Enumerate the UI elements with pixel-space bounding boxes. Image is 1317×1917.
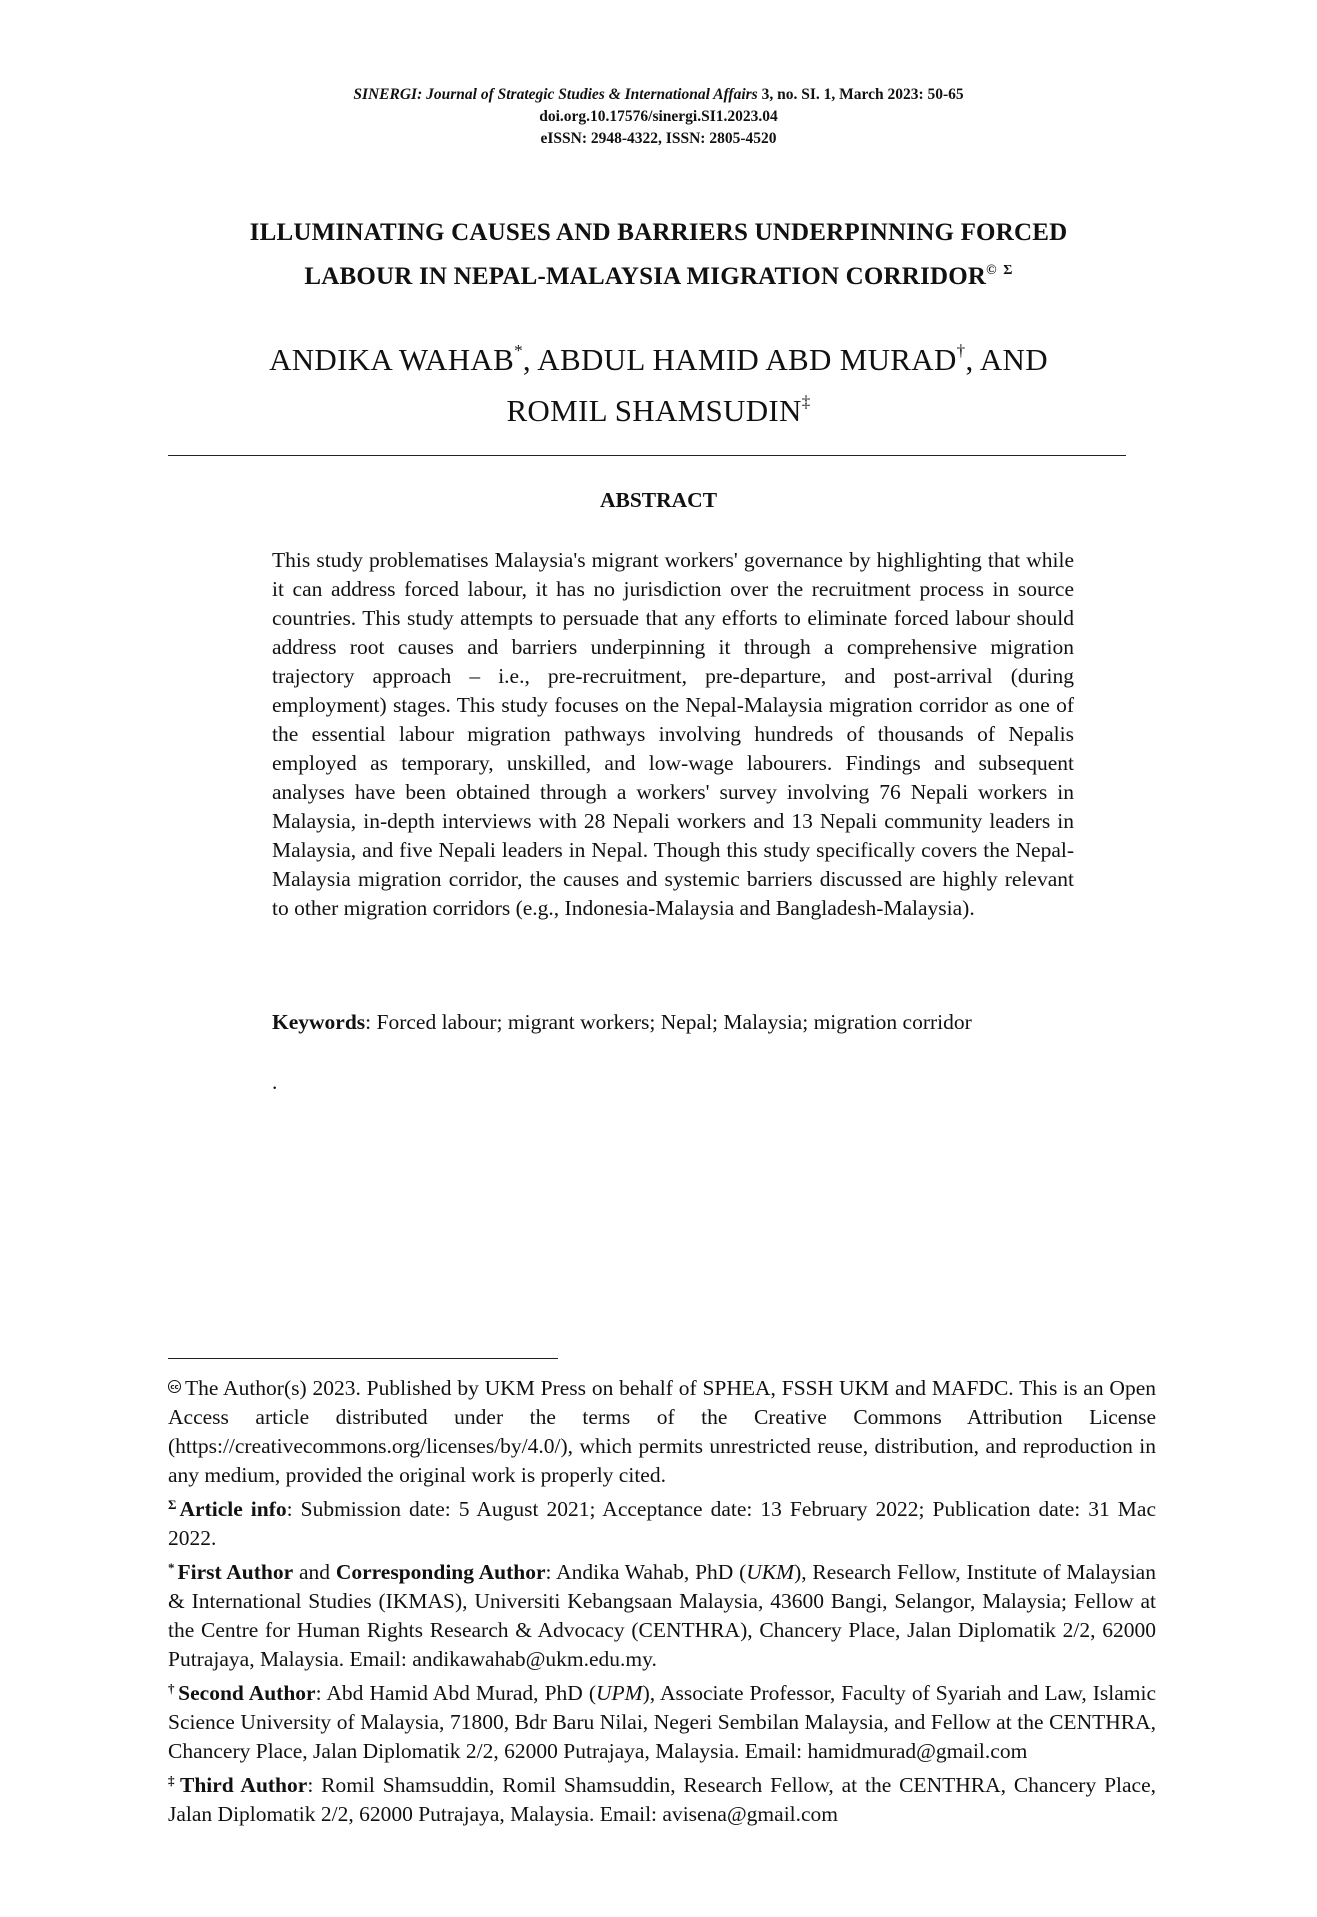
second-author-text-2: ), Associate Professor, Faculty of Syariah and Law, Islamic Science University of Malaysia, 71800, Bdr Baru Nilai, Negeri Sembilan Malaysia, and Fellow at the CENTHRA, Chancery Place, Jalan Diplomatik 2/2, 62000 Putrajaya, Malaysia. Email: hamidmurad@gmail.com <box>168 1681 1156 1763</box>
third-author-mark: ‡ <box>168 1773 177 1788</box>
authors-line-1: ANDIKA WAHAB*, ABDUL HAMID ABD MURAD†, AND <box>269 341 1048 377</box>
third-author-label: Third Author <box>179 1773 308 1797</box>
keywords-trailing-dot: . <box>272 1070 278 1094</box>
footnotes <box>168 1374 1156 1829</box>
first-author-text-1: : Andika Wahab, PhD ( <box>545 1560 747 1584</box>
first-author-text-2: ), Research Fellow, Institute of Malaysian & International Studies (IKMAS), Universiti Kebangsaan Malaysia, 43600 Bangi, Selangor, Malaysia; Fellow at the Centre for Human Rights Research & Advocacy (CENTHRA), Chancery Place, Jalan Diplomatik 2/2, 62000 Putrajaya, Malaysia. Email: andikawahab@ukm.edu.my. <box>168 1560 1156 1671</box>
author-3-mark: ‡ <box>801 392 811 411</box>
footnote-divider <box>168 1358 558 1359</box>
abstract-text: This study problematises Malaysia's migrant workers' governance by highlighting that while it can address forced labour, it has no jurisdiction over the recruitment process in source countries. This study attempts to persuade that any efforts to eliminate forced labour should address root causes and barriers underpinning it through a comprehensive migration trajectory approach – i.e., pre-recruitment, pre-departure, and post-arrival (during employment) stages. This study focuses on the Nepal-Malaysia migration corridor as one of the essential labour migration pathways involving hundreds of thousands of Nepalis employed as temporary, unskilled, and low-wage labourers. Findings and subsequent analyses have been obtained through a workers' survey involving 76 Nepali workers in Malaysia, in-depth interviews with 28 Nepali workers and 13 Nepali community leaders in Malaysia, and five Nepali leaders in Nepal. Though this study specifically covers the Nepal-Malaysia migration corridor, the causes and systemic barriers discussed are highly relevant to other migration corridors (e.g., Indonesia-Malaysia and Bangladesh-Malaysia). <box>272 548 1074 920</box>
keywords-text: : Forced labour; migrant workers; Nepal; Malaysia; migration corridor <box>365 1010 972 1034</box>
footnote-license <box>168 1374 1156 1490</box>
copyright-mark: © <box>986 263 997 278</box>
authors-line-2 <box>150 381 1167 432</box>
second-author-institution: UPM <box>596 1681 643 1705</box>
creative-commons-icon: cc <box>168 1380 181 1393</box>
first-author-institution: UKM <box>746 1560 795 1584</box>
first-author-mark: * <box>168 1560 175 1575</box>
title-divider <box>168 455 1126 456</box>
footnote-third-author <box>168 1766 1156 1829</box>
keywords-label: Keywords <box>272 1010 366 1034</box>
article-info-mark: Σ <box>168 1497 177 1512</box>
keywords <box>272 1008 1074 1037</box>
license-text: The Author(s) 2023. Published by UKM Press on behalf of SPHEA, FSSH UKM and MAFDC. This is an Open Access article distributed under the terms of the Creative Commons Attribution License (https://creativecommons.org/licenses/by/4.0/), which permits unrestricted reuse, distribution, and reproduction in any medium, provided the original work is properly cited. <box>168 1376 1156 1487</box>
first-author-and: and <box>293 1560 336 1584</box>
first-author-label: First Author <box>177 1560 294 1584</box>
journal-issn: eISSN: 2948-4322, ISSN: 2805-4520 <box>540 130 777 147</box>
third-author-text: : Romil Shamsuddin, Romil Shamsuddin, Research Fellow, at the CENTHRA, Chancery Place, Jalan Diplomatik 2/2, 62000 Putrajaya, Malaysia. Email: avisena@gmail.com <box>168 1773 1157 1826</box>
journal-issue: 3, no. SI. 1, March 2023: 50-65 <box>757 86 964 103</box>
corresponding-author-label: Corresponding Author <box>335 1560 546 1584</box>
author-2: ABDUL HAMID ABD MURAD <box>537 342 957 377</box>
journal-citation <box>0 84 1317 106</box>
author-1-mark: * <box>514 341 523 360</box>
title-line-1: ILLUMINATING CAUSES AND BARRIERS UNDERPINNING FORCED <box>249 219 1068 246</box>
journal-doi: doi.org.10.17576/sinergi.SI1.2023.04 <box>539 108 778 125</box>
second-author-mark: † <box>168 1681 176 1696</box>
article-info-label: Article info <box>179 1497 287 1521</box>
footnote-first-author <box>168 1553 1156 1674</box>
paper-title <box>150 214 1167 296</box>
abstract-heading: ABSTRACT <box>599 488 718 512</box>
sigma-mark: Σ <box>1003 263 1013 278</box>
title-line-2-text: LABOUR IN NEPAL-MALAYSIA MIGRATION CORRIDOR <box>304 263 987 290</box>
author-1: ANDIKA WAHAB <box>269 342 515 377</box>
article-info-text: : Submission date: 5 August 2021; Acceptance date: 13 February 2022; Publication date: 31 Mac 2022. <box>168 1497 1156 1550</box>
journal-header <box>0 84 1317 150</box>
author-2-mark: † <box>956 341 966 360</box>
journal-name: SINERGI: Journal of Strategic Studies & International Affairs <box>353 86 758 103</box>
author-3: ROMIL SHAMSUDIN <box>506 393 802 428</box>
title-line-2 <box>150 252 1167 296</box>
second-author-label: Second Author <box>178 1681 316 1705</box>
footnote-second-author <box>168 1674 1156 1766</box>
authors-and: , AND <box>965 342 1048 377</box>
footnote-article-info <box>168 1490 1156 1553</box>
author-list <box>150 330 1167 432</box>
second-author-text-1: : Abd Hamid Abd Murad, PhD ( <box>315 1681 596 1705</box>
